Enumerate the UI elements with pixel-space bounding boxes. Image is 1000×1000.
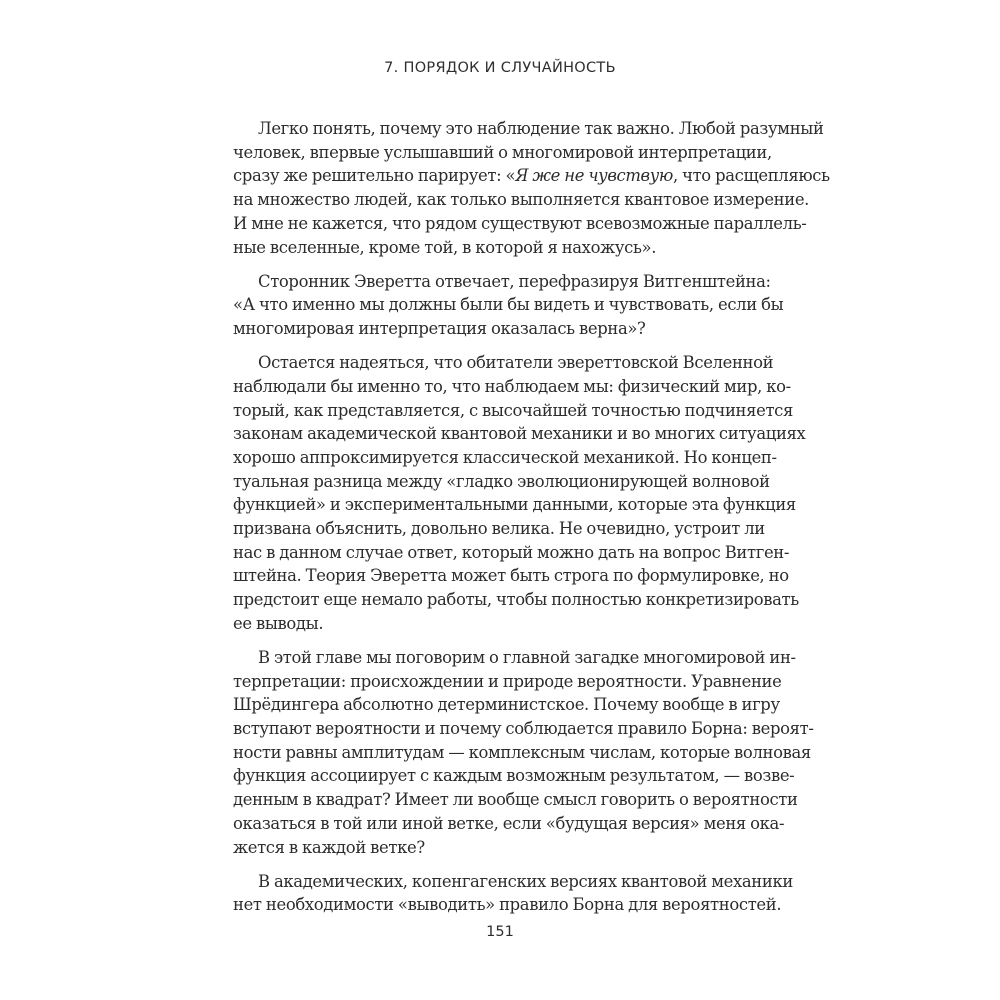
paragraph: [233, 270, 784, 341]
text-line: [233, 741, 811, 765]
text-run: Шрёдингера абсолютно детерминистское. Почему вообще в игру: [233, 695, 780, 715]
text-line: [233, 293, 784, 317]
text-run: оказаться в той или иной ветке, если «будущая версия» меня ока-: [233, 813, 785, 833]
text-line: [233, 788, 798, 812]
paragraph: [233, 870, 793, 917]
text-line: [233, 399, 793, 423]
paragraph: [233, 117, 830, 259]
text-line: [233, 164, 830, 188]
paragraph: [233, 646, 814, 859]
text-run: Сторонник Эверетта отвечает, перефразируя Витгенштейна:: [258, 271, 771, 291]
text-run: вступают вероятности и почему соблюдается правило Борна: вероят-: [233, 719, 814, 739]
text-line: [233, 564, 789, 588]
text-line: [233, 236, 759, 260]
text-line: [233, 870, 793, 894]
text-line: [233, 351, 774, 375]
text-line: [233, 470, 770, 494]
running-head: 7. ПОРЯДОК И СЛУЧАЙНОСТЬ: [384, 60, 616, 76]
text-line: [233, 188, 810, 212]
text-run: нет необходимости «выводить» правило Борна для вероятностей.: [233, 895, 782, 915]
text-run: многомировая интерпретация оказалась верна»?: [233, 319, 646, 339]
text-run: наблюдали бы именно то, что наблюдаем мы: физический мир, ко-: [233, 376, 791, 396]
text-run: нас в данном случае ответ, который можно дать на вопрос Витген-: [233, 542, 790, 562]
text-run: жется в каждой ветке?: [233, 837, 425, 857]
text-run: Остается надеяться, что обитатели эвереттовской Вселенной: [258, 353, 774, 373]
text-run: туальная разница между «гладко эволюционирующей волновой: [233, 471, 770, 491]
text-run: предстоит еще немало работы, чтобы полностью конкретизировать: [233, 590, 799, 610]
text-line: [233, 646, 796, 670]
text-line: [233, 541, 790, 565]
text-line: [233, 812, 785, 836]
text-line: [233, 836, 759, 860]
paragraph: [233, 351, 806, 635]
text-run: на множество людей, как только выполняется квантовое измерение.: [233, 190, 810, 210]
text-run: В академических, копенгагенских версиях квантовой механики: [258, 871, 793, 891]
text-run: штейна. Теория Эверетта может быть строга по формулировке, но: [233, 566, 789, 586]
text-line: [233, 764, 795, 788]
text-run: терпретации: происхождении и природе вероятности. Уравнение: [233, 671, 782, 691]
text-run: ее выводы.: [233, 613, 324, 633]
page-number: 151: [486, 924, 514, 940]
text-run: В этой главе мы поговорим о главной загадке многомировой ин-: [258, 647, 796, 667]
text-run: денным в квадрат? Имеет ли вообще смысл говорить о вероятности: [233, 790, 798, 810]
text-run: законам академической квантовой механики и во многих ситуациях: [233, 424, 806, 444]
text-run: Легко понять, почему это наблюдение так важно. Любой разумный: [258, 119, 824, 138]
body-text: [233, 117, 830, 927]
text-line: [233, 612, 759, 636]
text-line: [233, 670, 782, 694]
text-run: , что расщепляюсь: [672, 166, 830, 186]
text-line: [233, 270, 771, 294]
text-line: [233, 446, 777, 470]
text-run: функцией» и экспериментальными данными, которые эта функция: [233, 495, 796, 515]
text-run: торый, как представляется, с высочайшей точностью подчиняется: [233, 400, 793, 420]
text-line: [233, 317, 759, 341]
text-line: [233, 141, 772, 165]
text-run: человек, впервые услышавший о многомировой интерпретации,: [233, 142, 772, 162]
text-line: [233, 893, 782, 917]
text-line: [233, 588, 799, 612]
text-run: «А что именно мы должны были бы видеть и чувствовать, если бы: [233, 295, 784, 315]
text-run: ности равны амплитудам — комплексным числам, которые волновая: [233, 742, 811, 762]
text-line: [233, 212, 807, 236]
text-run: И мне не кажется, что рядом существуют всевозможные параллель-: [233, 213, 807, 233]
text-line: [233, 493, 796, 517]
text-line: [233, 422, 806, 446]
text-run: функция ассоциирует с каждым возможным результатом, — возве-: [233, 766, 795, 786]
text-line: [233, 717, 814, 741]
text-line: [233, 517, 765, 541]
text-line: [233, 117, 824, 141]
emphasis-run: Я же не чувствую: [515, 166, 673, 186]
text-run: хорошо аппроксимируется классической механикой. Но концеп-: [233, 447, 777, 467]
text-run: ные вселенные, кроме той, в которой я нахожусь».: [233, 237, 657, 257]
text-line: [233, 375, 791, 399]
text-line: [233, 693, 780, 717]
text-run: сразу же решительно парирует: «: [233, 166, 516, 186]
text-run: призвана объяснить, довольно велика. Не очевидно, устроит ли: [233, 519, 765, 539]
